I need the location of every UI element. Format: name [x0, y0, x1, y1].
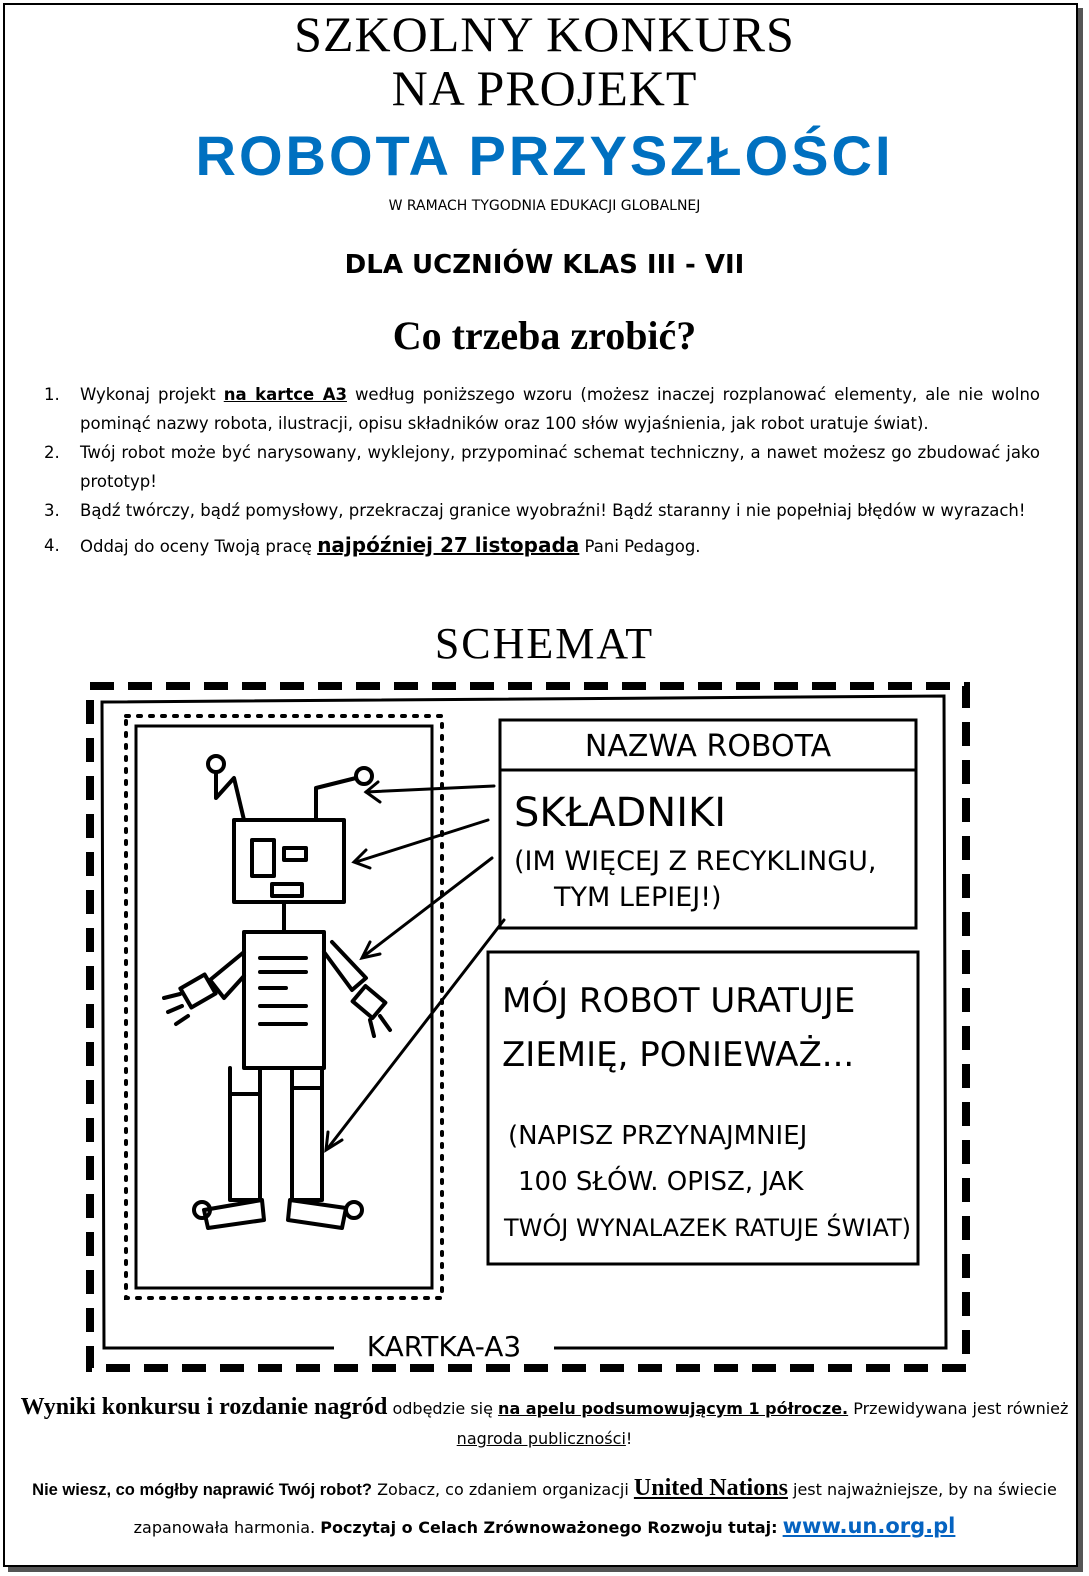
results-text: odbędzie się — [387, 1399, 499, 1418]
instruction-item — [40, 438, 1040, 496]
instruction-item — [40, 380, 1040, 438]
results-text: Przewidywana jest również — [848, 1399, 1069, 1418]
contest-subtitle: W RAMACH TYGODNIA EDUKACJI GLOBALNEJ — [388, 198, 701, 214]
results-paragraph — [0, 1392, 1089, 1454]
audience-award: nagroda publiczności — [456, 1429, 626, 1448]
explanation-line: ZIEMIĘ, PONIEWAŻ... — [502, 1035, 855, 1075]
instruction-number: 4. — [44, 536, 60, 555]
instruction-text: Bądź twórczy, bądź pomysłowy, przekraczaj granice wyobraźni! Bądź staranny i nie popełniaj błędów w wyrazach! — [80, 501, 1026, 520]
explanation-line: (NAPISZ PRZYNAJMNIEJ — [508, 1121, 808, 1151]
instruction-number: 2. — [44, 443, 60, 462]
instruction-text: Wykonaj projekt — [80, 385, 224, 404]
explanation-line: MÓJ ROBOT URATUJE — [502, 981, 856, 1021]
contest-title: ROBOTA PRZYSZŁOŚCI — [195, 124, 894, 187]
instruction-text: Oddaj do oceny Twoją pracę — [80, 537, 318, 556]
instruction-text: Twój robot może być narysowany, wyklejony, przypominać schemat techniczny, a nawet możesz go zbudować jako prototyp! — [80, 443, 1040, 491]
question-text: Nie wiesz, co mógłby naprawić Twój robot? — [32, 1481, 372, 1499]
instruction-number: 3. — [44, 501, 60, 520]
dashed-border — [90, 686, 966, 1368]
un-paragraph — [0, 1470, 1089, 1546]
components-note-2: TYM LEPIEJ!) — [554, 882, 722, 913]
instructions-list — [40, 380, 1040, 561]
un-website-link[interactable]: www.un.org.pl — [782, 1514, 956, 1538]
sheet-label: KARTKA-A3 — [366, 1330, 522, 1363]
audience-heading: DLA UCZNIÓW KLAS III - VII — [344, 250, 745, 280]
explanation-line: TWÓJ WYNALAZEK RATUJE ŚWIAT) — [504, 1214, 912, 1242]
components-note: (IM WIĘCEJ Z RECYKLINGU, — [514, 846, 877, 877]
results-text: ! — [625, 1429, 633, 1448]
instruction-emphasis: na kartce A3 — [223, 385, 347, 404]
schemat-sketch — [84, 680, 972, 1374]
explanation-line: 100 SŁÓW. OPISZ, JAK — [518, 1167, 804, 1197]
header-line-1: SZKOLNY KONKURS — [294, 6, 795, 62]
read-more-text: Poczytaj o Celach Zrównoważonego Rozwoju tutaj: — [320, 1518, 778, 1537]
organization-name: United Nations — [633, 1475, 788, 1501]
instruction-number: 1. — [44, 385, 60, 404]
un-text: Zobacz, co zdaniem organizacji — [371, 1480, 634, 1499]
header-line-2: NA PROJEKT — [391, 60, 698, 116]
un-text: jest najważniejsze, by na świecie zapanowała harmonia. — [133, 1480, 1057, 1537]
instruction-item — [40, 531, 1040, 561]
results-event: na apelu podsumowującym 1 półrocze. — [498, 1399, 849, 1418]
results-heading: Wyniki konkursu i rozdanie nagród — [20, 1394, 388, 1420]
robot-name-label: NAZWA ROBOTA — [584, 729, 832, 764]
instruction-item — [40, 496, 1040, 525]
instruction-text: Pani Pedagog. — [579, 537, 701, 556]
deadline-emphasis: najpóźniej 27 listopada — [317, 533, 580, 557]
instruction-text: według poniższego wzoru (możesz inaczej rozplanować elementy, ale nie wolno pominąć nazwy robota, ilustracji, opisu składników oraz 100 słów wyjaśnienia, jak robot uratuje świat). — [80, 385, 1040, 433]
robot-drawing — [164, 756, 390, 1228]
components-label: SKŁADNIKI — [514, 790, 727, 836]
question-heading: Co trzeba zrobić? — [392, 313, 697, 358]
schemat-heading: SCHEMAT — [434, 619, 655, 668]
